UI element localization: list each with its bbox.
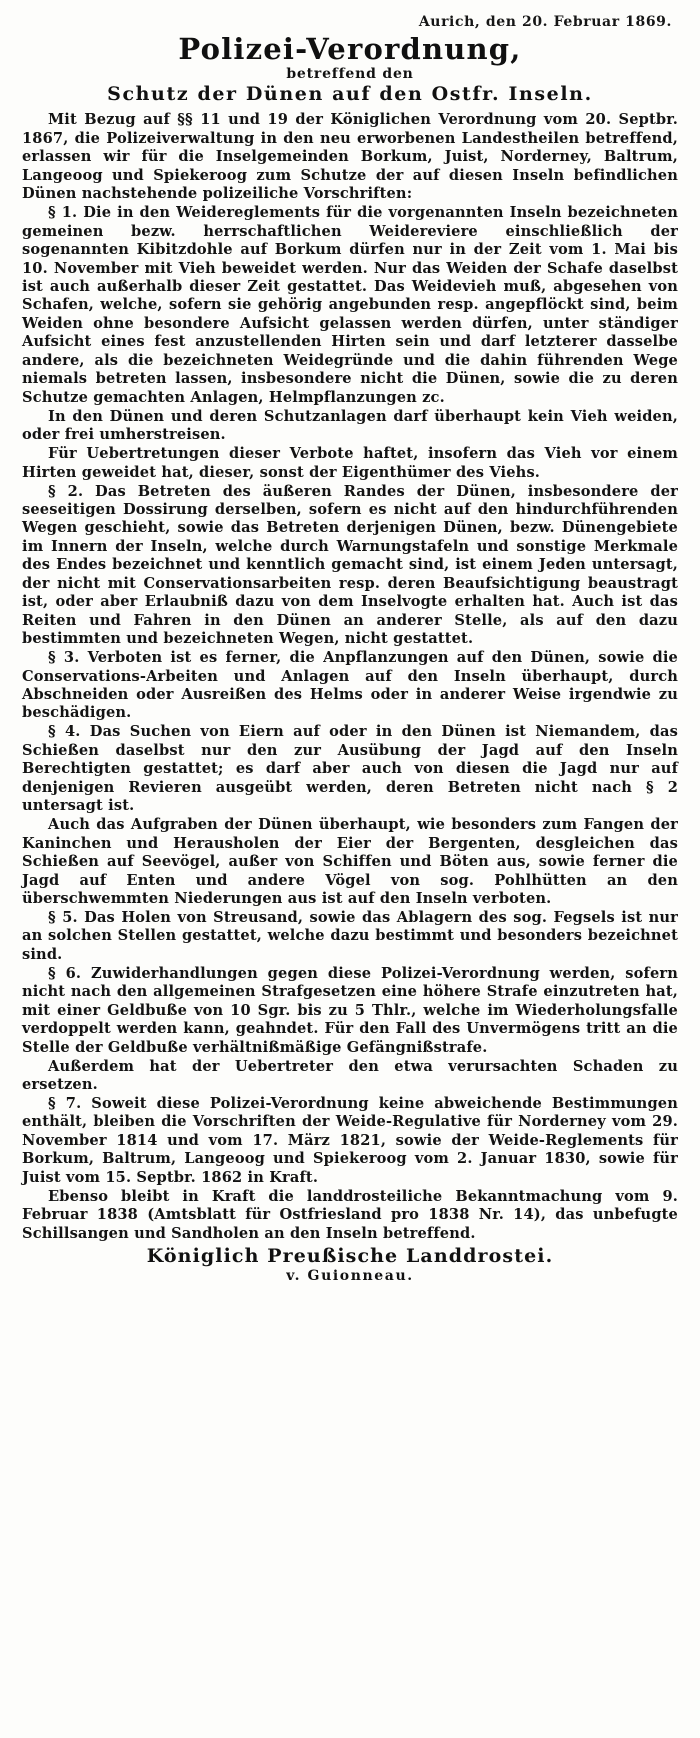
- document-body: [22, 111, 678, 1243]
- paragraph-section-3: § 3. Verboten ist es ferner, die Anpflanzungen auf den Dünen, sowie die Conservations-Arbeiten und Anlagen auf den Inseln überhaupt, durch Abschneiden oder Ausreißen des Helms oder in anderer Weise irgendwie zu beschädigen.: [22, 649, 678, 722]
- paragraph-section-1-note-b: Für Uebertretungen dieser Verbote haftet, insofern das Vieh vor einem Hirten geweidet hat, dieser, sonst der Eigenthümer des Viehs.: [22, 445, 678, 481]
- paragraph-section-1-note-a: In den Dünen und deren Schutzanlagen darf überhaupt kein Vieh weiden, oder frei umherstreisen.: [22, 407, 678, 444]
- paragraph-closing: Ebenso bleibt in Kraft die landdrosteiliche Bekanntmachung vom 9. Februar 1838 (Amtsblatt für Ostfriesland pro 1838 Nr. 14), das unbefugte Schillsangen und Sandholen an den Inseln betreffend.: [22, 1187, 678, 1242]
- page-title: Polizei-Verordnung,: [178, 32, 522, 66]
- paragraph-section-4-note: Auch das Aufgraben der Dünen überhaupt, wie besonders zum Fangen der Kaninchen und Herausholen der Eier der Bergenten, desgleichen das Schießen auf Seevögel, außer von Schiffen und Böten aus, sowie ferner die Jagd auf Enten und andere Vögel von sog. Pohlhütten an den überschwemmten Niederungen aus ist auf den Inseln verboten.: [22, 816, 678, 907]
- paragraph-section-2: § 2. Das Betreten des äußeren Randes der Dünen, insbesondere der seeseitigen Dossirung derselben, sofern es nicht auf den hindurchführenden Wegen geschieht, sowie das Betreten derjenigen Dünen, bezw. Dünengebiete im Innern der Inseln, welche durch Warnungstafeln und sonstige Merkmale des Endes bezeichnet und kenntlich gemacht sind, ist einem Jeden untersagt, der nicht mit Conservationsarbeiten resp. deren Beaufsichtigung beaustragt ist, oder aber Erlaubniß dazu von dem Inselvogte erhalten hat. Auch ist das Reiten und Fahren in den Dünen an anderer Stelle, als auf den dazu bestimmten und bezeichneten Wegen, nicht gestattet.: [22, 482, 678, 648]
- paragraph-section-5: § 5. Das Holen von Streusand, sowie das Ablagern des sog. Fegsels ist nur an solchen Stellen gestattet, welche dazu bestimmt und besonders bezeichnet sind.: [22, 908, 678, 963]
- paragraph-preamble: Mit Bezug auf §§ 11 und 19 der Königlichen Verordnung vom 20. Septbr. 1867, die Polizeiverwaltung in den neu erworbenen Landestheilen betreffend, erlassen wir für die Inselgemeinden Borkum, Juist, Norderney, Baltrum, Langeoog und Spiekeroog zum Schutze der auf diesen Inseln befindlichen Dünen nachstehende polizeiliche Vorschriften:: [22, 111, 678, 203]
- subtitle-main: Schutz der Dünen auf den Ostfr. Inseln.: [107, 83, 593, 106]
- paragraph-section-1: § 1. Die in den Weidereglements für die vorgenannten Inseln bezeichneten gemeinen bezw. herrschaftlichen Weidereviere einschließlich der sogenannten Kibitzdohle auf Borkum dürfen nur in der Zeit vom 1. Mai bis 10. November mit Vieh beweidet werden. Nur das Weiden der Schafe daselbst ist auch außerhalb dieser Zeit gestattet. Das Weidevieh muß, abgesehen von Schafen, welche, sofern sie gehörig angebunden resp. angepflöckt sind, beim Weiden ohne besondere Aufsicht gelassen werden dürfen, unter ständiger Aufsicht eines fest anzustellenden Hirten sein und darf letzterer dasselbe andere, als die bezeichneten Weidegründe und die dahin führenden Wege niemals betreten lassen, insbesondere nicht die Dünen, sowie die zu deren Schutze gemachten Anlagen, Helmpflanzungen zc.: [22, 204, 678, 406]
- signature-name: v. Guionneau.: [286, 1268, 414, 1285]
- paragraph-section-6-note: Außerdem hat der Uebertreter den etwa verursachten Schaden zu ersetzen.: [22, 1057, 678, 1093]
- paragraph-section-6: § 6. Zuwiderhandlungen gegen diese Polizei-Verordnung werden, sofern nicht nach den allgemeinen Strafgesetzen eine höhere Strafe einzutreten hat, mit einer Geldbuße von 10 Sgr. bis zu 5 Thlr., welche im Wiederholungsfalle verdoppelt werden kann, geahndet. Für den Fall des Unvermögens tritt an die Stelle der Geldbuße verhältnißmäßige Gefängnißstrafe.: [22, 964, 678, 1056]
- paragraph-section-4: § 4. Das Suchen von Eiern auf oder in den Dünen ist Niemandem, das Schießen daselbst nur den zur Ausübung der Jagd auf den Inseln Berechtigten gestattet; es darf aber auch von diesen die Jagd nur auf denjenigen Revieren ausgeübt werden, deren Betreten nicht nach § 2 untersagt ist.: [22, 723, 678, 815]
- signature-authority: Königlich Preußische Landdrostei.: [146, 1245, 554, 1268]
- dateline: Aurich, den 20. Februar 1869.: [418, 14, 672, 30]
- paragraph-section-7: § 7. Soweit diese Polizei-Verordnung keine abweichende Bestimmungen enthält, bleiben die Vorschriften der Weide-Regulative für Norderney vom 29. November 1814 und vom 17. März 1821, sowie der Weide-Reglements für Borkum, Baltrum, Langeoog und Spiekeroog vom 2. Januar 1830, sowie für Juist vom 15. Septbr. 1862 in Kraft.: [22, 1094, 678, 1186]
- subtitle-lead: betreffend den: [286, 66, 414, 83]
